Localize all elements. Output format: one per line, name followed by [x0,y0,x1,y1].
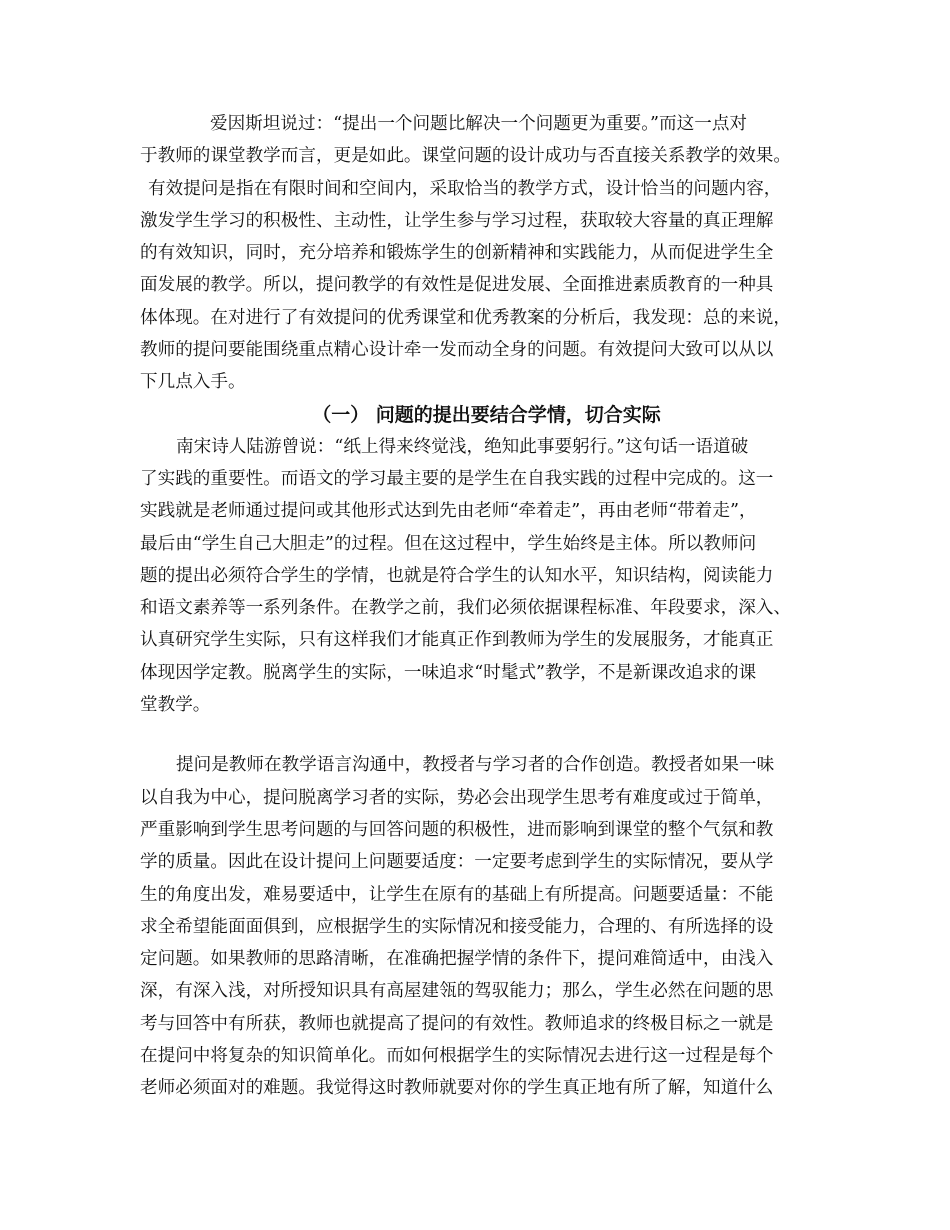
text-line: 实践就是老师通过提问或其他形式达到先由老师“牵着走”，再由老师“带着走”， [140,501,757,522]
text-line: 下几点入手。 [140,372,246,393]
text-line: 了实践的重要性。而语文的学习最主要的是学生在自我实践的过程中完成的。这一 [140,468,774,489]
text-line: 在提问中将复杂的知识简单化。而如何根据学生的实际情况去进行这一过程是每个 [140,1046,774,1067]
document-body [140,108,815,1105]
text-line: 老师必须面对的难题。我觉得这时教师就要对你的学生真正地有所了解，知道什么 [140,1078,774,1099]
paragraph-gap [140,721,815,749]
text-line: 爱因斯坦说过：“提出一个问题比解决一个问题更为重要。”而这一点对 [210,114,748,134]
text-line: 和语文素养等一系列条件。在教学之前，我们必须依据课程标准、年段要求，深入、 [140,598,791,619]
text-line: 体体现。在对进行了有效提问的优秀课堂和优秀教案的分析后，我发现：总的来说， [140,307,791,328]
text-line: 堂教学。 [140,695,211,716]
text-line: 教师的提问要能围绕重点精心设计牵一发而动全身的问题。有效提问大致可以从以 [140,340,774,361]
text-line: 严重影响到学生思考问题的与回答问题的积极性，进而影响到课堂的整个气氛和教 [140,819,774,840]
text-line: 面发展的教学。所以，提问教学的有效性是促进发展、全面推进素质教育的一种具 [140,275,774,296]
text-line: 求全希望能面面俱到，应根据学生的实际情况和接受能力，合理的、有所选择的设 [140,916,774,937]
text-line: 认真研究学生实际，只有这样我们才能真正作到教师为学生的发展服务，才能真正 [140,630,774,651]
text-line: 学的质量。因此在设计提问上问题要适度：一定要考虑到学生的实际情况，要从学 [140,852,774,873]
text-line: 于教师的课堂教学而言，更是如此。课堂问题的设计成功与否直接关系教学的效果。 [140,146,791,167]
text-line: 以自我为中心，提问脱离学习者的实际，势必会出现学生思考有难度或过于简单， [140,787,774,808]
text-line: 体现因学定教。脱离学生的实际，一味追求“时髦式”教学，不是新课改追求的课 [140,662,757,683]
text-line: 定问题。如果教师的思路清晰，在准确把握学情的条件下，提问难简适中，由浅入 [140,949,774,970]
text-line: 考与回答中有所获，教师也就提高了提问的有效性。教师追求的终极目标之一就是 [140,1013,774,1034]
text-line: 题的提出必须符合学生的学情，也就是符合学生的认知水平，知识结构，阅读能力 [140,565,774,586]
text-line: 的有效知识，同时，充分培养和锻炼学生的创新精神和实践能力，从而促进学生全 [140,243,774,264]
text-line: 南宋诗人陆游曾说：“纸上得来终觉浅，绝知此事要躬行。”这句话一语道破 [176,436,749,457]
text-line: 有效提问是指在有限时间和空间内，采取恰当的教学方式，设计恰当的问题内容， [148,178,782,199]
text-line: 激发学生学习的积极性、主动性，让学生参与学习过程，获取较大容量的真正理解 [140,210,774,231]
paragraph-questioning [140,749,815,1104]
paragraph-lu-you [140,431,815,722]
text-line: 最后由“学生自己大胆走”的过程。但在这过程中，学生始终是主体。所以教师问 [140,533,757,554]
text-line: 深，有深入浅，对所授知识具有高屋建瓴的驾驭能力；那么，学生必然在问题的思 [140,981,774,1002]
text-line: 提问是教师在教学语言沟通中，教授者与学习者的合作创造。教授者如果一味 [176,755,775,776]
paragraph-einstein [140,108,815,399]
section-heading: （一） 问题的提出要结合学情，切合实际 [312,403,661,426]
text-line: 生的角度出发，难易要适中，让学生在原有的基础上有所提高。问题要适量：不能 [140,884,774,905]
